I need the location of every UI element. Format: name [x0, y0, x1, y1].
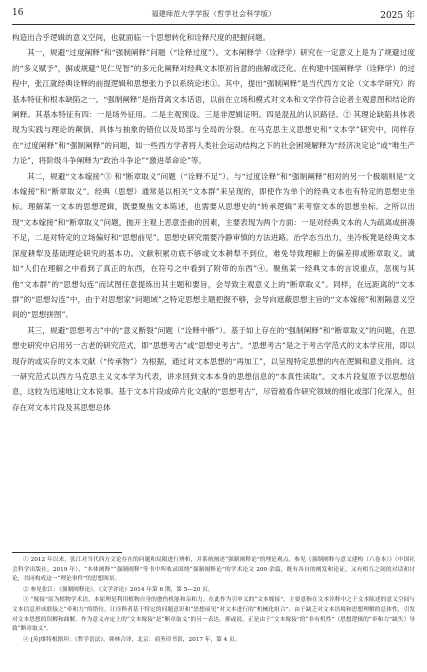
body-paragraph: 构造出合乎逻辑的意义空间，也就面临一个思想转化和诠释尺度的把握问题。	[12, 33, 271, 42]
footnote: ④ [英]维特根斯坦：《哲学语法》，韩林合译，北京：商务印书馆，2017 年，第 4 页。	[23, 636, 241, 643]
article-body	[12, 30, 415, 545]
publication-year: 2025 年	[380, 11, 415, 21]
footnote: ③ “嫁接”原为植物学术语，本原理是利用植物自身的愈伤机能和亲和力。在此作为引申义的“文本嫁接”，主要意指在文本诠释中之于文本陈述的意义空间与文本信息形成联接之“牵和力”的错位，让诠释者基于特定的问题意识和“思想前见”对文本进行的“机械化组合”。由于缺乏对文本语境和思想理解的总体性，引发对文本思想的误解和曲解。作为意义亦定上的“文本嫁接”是“断章取义”的另一表达，抑或说，正是由于“文本嫁接”的“非有机性”（思想逻辑的“牵和力”缺失）导致“断章取义”。	[12, 597, 415, 633]
journal-title: 福建师范大学学报（哲学社会科学版）	[151, 10, 276, 18]
running-header	[12, 6, 415, 24]
body-paragraph: 其三，规避“思想考古”中的“意义断裂”问题（“诠释中断”）。基于如上存在的“强制阐释”和“断章取义”的问题，在思想史研究中启用另一古老的研究范式，即“思想考古”或“思想史考古”。“思想考古”是之于考古学范式的文本学应用，即以现存的或实存的文本文献（“传承物”）为根据，通过对文本思想的“再加工”，以呈现特定思想的内在逻辑和意义指向。这一研究范式以西方马克思主义文本学为代表，讲求回到文本本身的思想信息的“本真性读取”。文本片段复原予以思想信息，这较为迅速地让文本说事。基于文本片段或碎片化文献的“思想考古”，尽管被看作研究领域的细化或部门化深入，但存在对文本片段及其思想总体	[12, 325, 415, 412]
footnote: ② 参见张江：《强制阐释论》，《文学评论》2014 年第 6 期，第 5—20 页。	[23, 586, 214, 593]
body-paragraph: 其一，规避“过度阐释”和“强制阐释”问题（“诠释过度”）。文本阐释学（诠释学）研究在一定意义上是为了规避过度的“多义赋予”，摒或规避“见仁见智”的多元化阐释对经典文本原初旨意的曲解或泛化。在构建中国阐释学（诠释学）的过程中，张江就经典诠释的前提逻辑和思想张力予以系统论述①。其中，提出“强制阐释”是当代西方文论（文本学研究）的基本特征和根本缺陷之一。“强制阐释”是指背离文本话语，以前在立场和模式对文本和文学作符合论者主观意图和结论的阐释。其基本特征有四：一是场外征用。二是主观预设。三是非逻辑证明。四是混乱的认识路径。② 其理论缺陷具体表现为实践与理论的颠倒、具体与抽象的错位以及局部与全局的分裂。在马克思主义思想史和“文本学”研究中，同样存在“过度阐释”和“强制阐释”的问题，如一些西方学者将人类社会运动结构之下的社会困境解释为“经济决定论”或“唯生产力论”，将阶级斗争阐释为“政治斗争论”“激进革命论”等。	[12, 48, 415, 166]
page-number: 16	[12, 8, 24, 18]
footnotes	[12, 556, 415, 668]
footnote: ① 2012 年以来，张江对当代西方文论存在的问题和局限进行辨析，并系统阐述“强制阐释论”的理论观点。参见《强制阐释与意义建构（六卷本）》（中国社会科学出版社，2019 年）、“本体阐释”“强制阐释”等书中所收录围绕“强制阐释论”的学术论文 200 余篇，既有各自的阐发和论证，又有相互之间的对话和讨论，共同构成这一“理论事件”的思想图景。	[12, 557, 415, 583]
body-paragraph: 其二，规避“文本嫁接”③ 和“断章取义”问题（“诠释不足”）。与“过度诠释”和“强制阐释”相对的另一个极端则是“文本嫁接”和“断章取义”。经典（思想）通常是以相关“文本群”来呈现的，即使作为单个的经典文本也有特定的思想史坐标。理解某一文本的思想逻辑，既要聚焦文本陈述，也需要从思想史的“转承逻辑”来考察文本的思想坐标。之所以出现“文本嫁接”和“断章取义”问题，抛开主观上恶意歪曲的因素，主要表现为两个方面：一是对经典文本的人为疏离或拼凑不足，二是对特定的立场偏好和“思想前见”。思想史研究需要冷静审慎的方法进路。治学态当出力，坐冷板凳是经典文本深度耕犁及基础理论研究的基本功。文献积累功底不够或文本耕犁不到位，难免导致理解上的偏差抑或断章取义。诚如“人们在理解之中看到了真正的东西，在符号之中看到了附带的东西”④。聚焦某一经典文本的言说重点，忽视与其他“文本群”的“思想勾连”而试图任意提炼出其主题和要旨，会导致主观意义上的“断章取义”。同样，在远距离的“文本群”的“思想勾连”中，由于对思想家“问题域”之特定思想主题把握不够，会导向遮蔽思想主旨的“文本嫁接”和割隔意义空间的“思想拼图”。	[12, 171, 415, 320]
header-rule	[12, 24, 415, 25]
footnote-rule	[12, 552, 122, 553]
